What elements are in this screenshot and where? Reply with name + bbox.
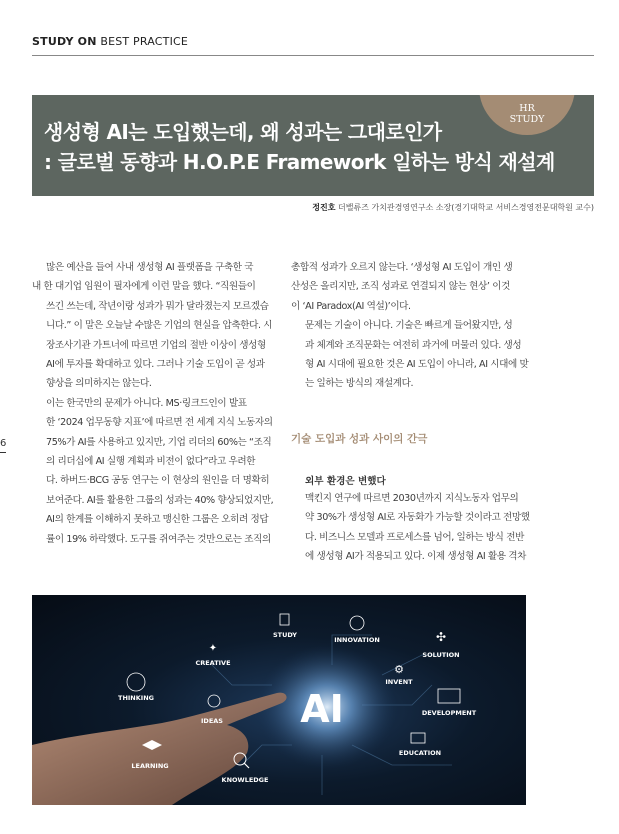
photo-illustration xyxy=(32,595,526,805)
byline xyxy=(312,202,594,213)
text-line: AI의 한계를 이해하지 못하고 맹신한 그룹은 오히려 정답 xyxy=(46,514,269,526)
text-line: 산성은 올리지만, 조직 성과로 연결되지 않는 현상’ 이것 xyxy=(291,281,510,293)
text-line: 많은 예산을 들여 사내 생성형 AI 플랫폼을 구축한 국 xyxy=(46,262,254,273)
ai-center-text: AI xyxy=(300,687,344,731)
brain-icon xyxy=(350,616,364,630)
text-line: 다. 비즈니스 모델과 프로세스를 넘어, 일하는 방식 전반 xyxy=(305,531,524,543)
label-learning: LEARNING xyxy=(131,762,169,770)
text-line: 쓰긴 쓰는데, 작년이랑 성과가 뭐가 달라졌는지 모르겠습 xyxy=(46,300,269,312)
paragraph xyxy=(32,258,278,394)
sparkle-icon: ✦ xyxy=(208,643,218,654)
text-line: 과 체계와 조직문화는 여전히 과거에 머물러 있다. 생성 xyxy=(305,339,522,351)
text-line: 보여준다. AI를 활용한 그룹의 성과는 40% 향상되었지만, xyxy=(46,494,274,506)
text-line: 내 한 대기업 임원이 필자에게 이런 말을 했다. “직원들이 xyxy=(32,281,256,293)
title-banner xyxy=(32,95,594,196)
subheading: 외부 환경은 변했다 xyxy=(305,476,386,487)
label-education: EDUCATION xyxy=(398,749,442,757)
author-name: 정진호 xyxy=(312,203,336,212)
label-study: STUDY xyxy=(272,631,298,639)
author-affiliation: 더밸류즈 가치관경영연구소 소장(경기대학교 서비스경영전문대학원 교수) xyxy=(338,203,594,212)
label-knowledge: KNOWLEDGE xyxy=(221,776,269,784)
text-line: AI에 투자를 확대하고 있다. 그러나 기술 도입이 곧 성과 xyxy=(46,359,265,371)
book-icon xyxy=(411,733,425,743)
label-creative: CREATIVE xyxy=(195,659,231,667)
text-line: 문제는 기술이 아니다. 기술은 빠르게 들어왔지만, 성 xyxy=(305,320,513,332)
label-thinking: THINKING xyxy=(118,694,154,702)
text-line: 한 ‘2024 업무동향 지표’에 따르면 전 세계 지식 노동자의 xyxy=(46,417,273,429)
puzzle-icon: ✣ xyxy=(435,630,447,644)
text-line: 약 30%가 생성형 AI로 자동화가 가능할 것이라고 전망했 xyxy=(305,512,530,524)
text-line: 다. 하버드·BCG 공동 연구는 이 현상의 원인을 더 명확히 xyxy=(46,475,270,487)
section-label-rest: BEST PRACTICE xyxy=(100,35,189,48)
label-innovation: INNOVATION xyxy=(334,636,380,644)
paragraph xyxy=(291,489,529,567)
article-title xyxy=(44,117,555,177)
text-line: 향상을 의미하지는 않는다. xyxy=(46,378,152,390)
tag-line-1: HR xyxy=(519,103,535,114)
title-line-1: 생성형 AI는 도입했는데, 왜 성과는 그대로인가 xyxy=(44,120,442,144)
hand-graphic xyxy=(32,693,287,805)
text-line: 총합적 성과가 오르지 않는다. ‘생성형 AI 도입이 개인 생 xyxy=(291,262,513,273)
monitor-icon xyxy=(438,689,460,703)
page-number: 6 xyxy=(0,438,7,449)
section-label-bold: STUDY ON xyxy=(32,35,97,48)
magnifier-handle xyxy=(244,763,249,768)
section-label xyxy=(32,35,188,48)
page-number-rule xyxy=(0,452,6,453)
text-line: 장조사기관 가트너에 따르면 기업의 절반 이상이 생성형 xyxy=(46,339,266,351)
label-ideas: IDEAS xyxy=(201,717,223,725)
header-rule xyxy=(32,55,594,56)
text-line: 형 AI 시대에 필요한 것은 AI 도입이 아니라, AI 시대에 맞 xyxy=(305,359,529,371)
label-invent: INVENT xyxy=(385,678,413,686)
paragraph xyxy=(291,258,529,316)
text-line: 률이 19% 하락했다. 도구를 쥐여주는 것만으로는 조직의 xyxy=(46,533,271,545)
body-column-1 xyxy=(32,258,278,549)
text-line: 맥킨지 연구에 따르면 2030년까지 지식노동자 업무의 xyxy=(305,493,519,504)
ai-concept-photo xyxy=(32,595,526,805)
document-icon xyxy=(280,614,289,625)
label-solution: SOLUTION xyxy=(422,651,460,659)
text-line: 는 일하는 방식의 재설계다. xyxy=(305,378,414,390)
gear-icon: ⚙ xyxy=(394,663,404,676)
text-line: 이 ‘AI Paradox(AI 역설)’이다. xyxy=(291,300,411,312)
text-line: 의 리더십에 AI 실행 계획과 비전이 없다”라고 우려한 xyxy=(46,456,256,468)
paragraph xyxy=(291,316,529,394)
text-line: 이는 한국만의 문제가 아니다. MS·링크드인이 발표 xyxy=(46,397,247,409)
title-line-2: : 글로벌 동향과 H.O.P.E Framework 일하는 방식 재설계 xyxy=(44,150,555,174)
text-line: 75%가 AI를 사용하고 있지만, 기업 리더의 60%는 “조직 xyxy=(46,436,272,448)
text-line: 에 생성형 AI가 적용되고 있다. 이제 생성형 AI 활용 격차 xyxy=(305,551,527,563)
tag-line-2: STUDY xyxy=(509,114,545,125)
section-heading: 기술 도입과 성과 사이의 간극 xyxy=(291,433,428,445)
lightbulb-icon xyxy=(208,695,220,707)
label-development: DEVELOPMENT xyxy=(421,709,477,717)
thinking-head-icon xyxy=(127,673,145,691)
paragraph xyxy=(32,394,278,549)
body-column-2 xyxy=(291,258,529,394)
text-line: 니다.” 이 말은 오늘날 수많은 기업의 현실을 압축한다. 시 xyxy=(46,320,273,332)
body-column-2-continued xyxy=(291,489,529,567)
